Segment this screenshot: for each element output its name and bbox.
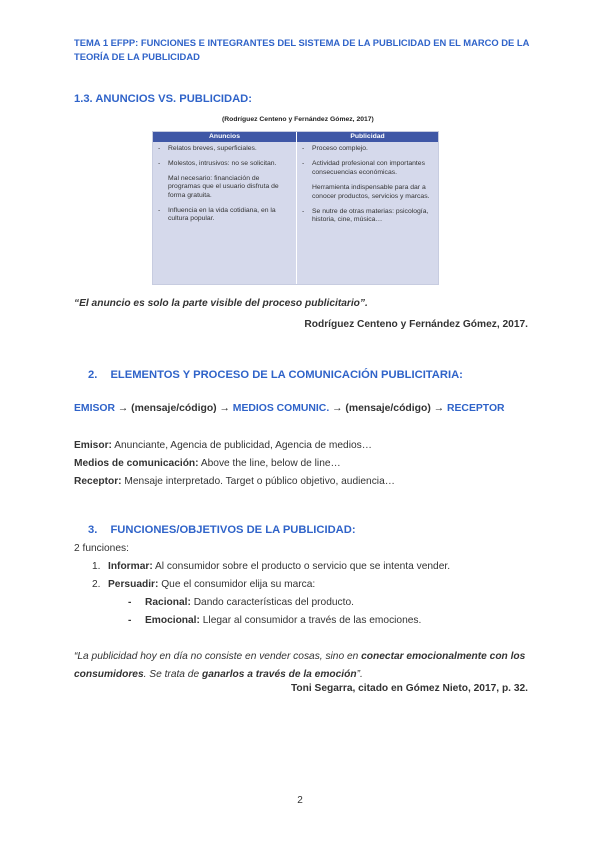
arrow-icon: →	[219, 403, 230, 414]
anuncios-column	[158, 145, 292, 224]
quote-anuncio-attribution: Rodríguez Centeno y Fernández Gómez, 2017.	[304, 319, 528, 330]
section-1-3-title: 1.3. ANUNCIOS VS. PUBLICIDAD:	[74, 93, 252, 105]
section-3-title-text: FUNCIONES/OBJETIVOS DE LA PUBLICIDAD:	[110, 524, 356, 536]
anuncios-item: - Influencia en la vida cotidiana, en la cultura popular.	[158, 207, 276, 223]
publicidad-column	[302, 145, 433, 225]
arrow-icon: →	[332, 403, 343, 414]
section-2-number: 2.	[88, 369, 98, 381]
quote-segarra-attribution: Toni Segarra, citado en Gómez Nieto, 2017, p. 32.	[290, 683, 528, 694]
function-item-informar: 1. Informar: Al consumidor sobre el producto o servicio que se intenta vender.	[92, 561, 451, 572]
anuncios-item: - Molestos, intrusivos: no se solicitan.	[158, 160, 277, 168]
function-item-persuadir: 2. Persuadir: Que el consumidor elija su marca:	[92, 579, 316, 590]
section-2-title	[88, 369, 463, 381]
anuncios-header: Anuncios	[153, 132, 296, 142]
publicidad-item: - Proceso complejo.	[302, 145, 368, 152]
flow-receptor: RECEPTOR	[447, 403, 505, 414]
arrow-icon: →	[117, 403, 129, 414]
definition-item: Receptor: Mensaje interpretado. Target o público objetivo, audiencia…	[74, 476, 395, 487]
definition-item: Emisor: Anunciante, Agencia de publicidad, Agencia de medios…	[74, 440, 372, 451]
flow-mensaje: (mensaje/código)	[345, 403, 431, 414]
section-2-title-text: ELEMENTOS Y PROCESO DE LA COMUNICACIÓN PUBLICITARIA:	[110, 369, 463, 381]
subitem-emocional: - Emocional: Llegar al consumidor a través de las emociones.	[128, 615, 422, 626]
arrow-icon: →	[433, 403, 445, 414]
section-3-title	[88, 524, 356, 536]
publicidad-item: - Se nutre de otras materias: psicología, historia, cine, música…	[302, 208, 429, 224]
publicidad-header: Publicidad	[297, 132, 438, 142]
publicidad-item: Herramienta indispensable para dar a conocer productos, servicios y marcas.	[312, 184, 430, 200]
publicidad-item: - Actividad profesional con importantes consecuencias económicas.	[302, 160, 425, 176]
comparison-table	[152, 131, 439, 285]
page-header: TEMA 1 EFPP: FUNCIONES E INTEGRANTES DEL SISTEMA DE LA PUBLICIDAD EN EL MARCO DE LA TEORÍA DE LA PUBLICIDAD	[74, 37, 530, 62]
figure-caption: (Rodríguez Centeno y Fernández Gómez, 2017)	[222, 116, 374, 123]
column-divider	[296, 132, 297, 284]
flow-medios: MEDIOS COMUNIC.	[232, 403, 330, 414]
anuncios-item: - Relatos breves, superficiales.	[158, 145, 257, 152]
definition-item: Medios de comunicación: Above the line, below de line…	[74, 458, 341, 469]
functions-intro: 2 funciones:	[74, 543, 129, 554]
definitions-list	[74, 437, 395, 491]
anuncios-item: Mal necesario: financiación de programas que el usuario disfruta de forma gratuita.	[168, 174, 279, 199]
section-3-number: 3.	[88, 524, 98, 536]
flow-mensaje: (mensaje/código)	[131, 403, 217, 414]
quote-anuncio: “El anuncio es solo la parte visible del proceso publicitario”.	[74, 298, 368, 309]
subitem-racional: - Racional: Dando características del producto.	[128, 597, 354, 608]
page-number: 2	[297, 795, 303, 806]
flow-emisor: EMISOR	[74, 403, 115, 414]
quote-segarra: “La publicidad hoy en día no consiste en vender cosas, sino en conectar emocionalmente con los consumidores. Se trata de ganarlos a través de la emoción”.	[74, 651, 526, 680]
communication-flow	[74, 403, 505, 414]
